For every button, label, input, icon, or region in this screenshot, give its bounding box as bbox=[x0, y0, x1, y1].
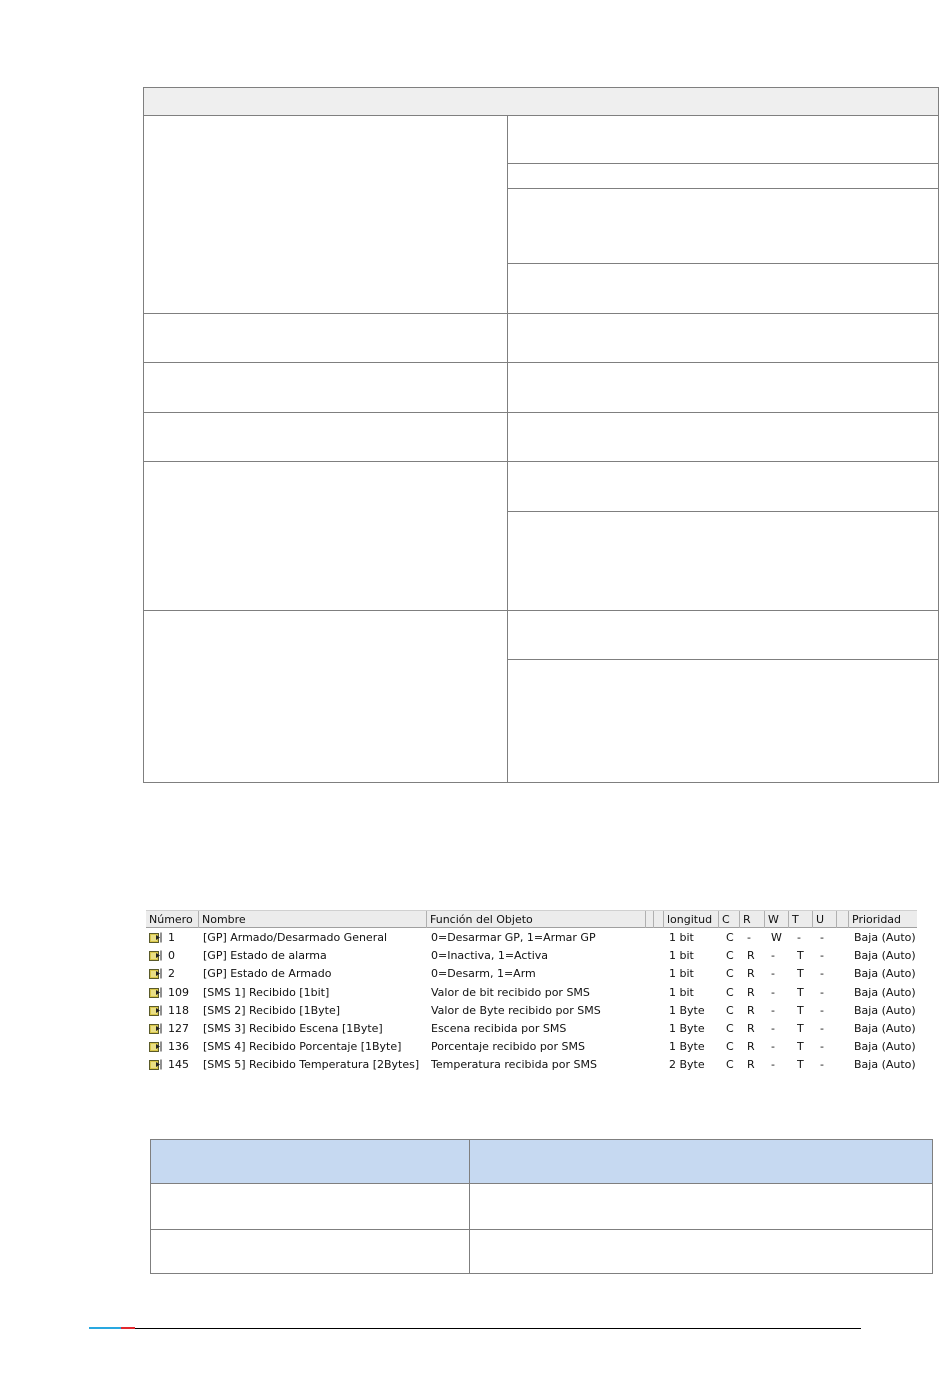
cell-u: - bbox=[820, 985, 824, 999]
cell-longitud: 1 bit bbox=[669, 949, 694, 963]
cell-nombre: [SMS 2] Recibido [1Byte] bbox=[203, 1003, 341, 1017]
cell-r: - bbox=[747, 931, 751, 944]
cell-c: C bbox=[726, 1040, 734, 1054]
row-divider bbox=[144, 412, 938, 413]
cell-numero: 118 bbox=[168, 1003, 189, 1017]
col-numero[interactable]: Número bbox=[146, 911, 199, 928]
cell-u: - bbox=[820, 1058, 824, 1072]
cell-prioridad: Baja (Auto) bbox=[854, 1040, 916, 1054]
col-u[interactable]: U bbox=[813, 911, 837, 928]
cell-nombre: [GP] Estado de Armado bbox=[203, 967, 332, 981]
object-icon bbox=[149, 950, 163, 961]
cell-w: - bbox=[771, 967, 775, 981]
cell-c: C bbox=[726, 1003, 734, 1017]
cell-prioridad: Baja (Auto) bbox=[854, 949, 916, 963]
footer-accent-cyan bbox=[89, 1327, 121, 1329]
cell-nombre: [GP] Armado/Desarmado General bbox=[203, 931, 388, 944]
cell-t: T bbox=[797, 1040, 804, 1054]
summary-table bbox=[150, 1139, 933, 1274]
col-w[interactable]: W bbox=[765, 911, 789, 928]
cell-longitud: 1 Byte bbox=[669, 1003, 705, 1017]
cell-w: - bbox=[771, 1003, 775, 1017]
cell-t: T bbox=[797, 1058, 804, 1072]
cell-numero: 145 bbox=[168, 1058, 189, 1072]
cell-c: C bbox=[726, 985, 734, 999]
cell-prioridad: Baja (Auto) bbox=[854, 1022, 916, 1035]
table-row[interactable] bbox=[146, 1020, 917, 1038]
cell-numero: 2 bbox=[168, 967, 175, 981]
cell-numero: 1 bbox=[168, 931, 175, 944]
table-row[interactable] bbox=[146, 1002, 917, 1020]
col-longitud[interactable]: longitud bbox=[664, 911, 719, 928]
cell-funcion: Escena recibida por SMS bbox=[431, 1022, 567, 1035]
cell-prioridad: Baja (Auto) bbox=[854, 1058, 916, 1072]
cell-u: - bbox=[820, 1003, 824, 1017]
table-row[interactable] bbox=[146, 947, 917, 965]
cell-longitud: 1 bit bbox=[669, 985, 694, 999]
col-r[interactable]: R bbox=[740, 911, 765, 928]
cell-r: R bbox=[747, 1022, 755, 1035]
summary-table-header bbox=[151, 1140, 932, 1184]
cell-nombre: [SMS 4] Recibido Porcentaje [1Byte] bbox=[203, 1040, 402, 1054]
cell-longitud: 1 bit bbox=[669, 931, 694, 944]
row-divider bbox=[144, 461, 938, 462]
row-divider bbox=[144, 362, 938, 363]
cell-u: - bbox=[820, 1040, 824, 1054]
cell-nombre: [SMS 1] Recibido [1bit] bbox=[203, 985, 330, 999]
footer-accent-red bbox=[121, 1327, 135, 1329]
cell-t: T bbox=[797, 949, 804, 963]
cell-funcion: Porcentaje recibido por SMS bbox=[431, 1040, 585, 1054]
cell-funcion: 0=Inactiva, 1=Activa bbox=[431, 949, 549, 963]
parameter-table-header bbox=[144, 88, 938, 116]
objects-table-header bbox=[146, 910, 917, 928]
cell-numero: 127 bbox=[168, 1022, 189, 1035]
object-icon bbox=[149, 1023, 163, 1034]
cell-w: W bbox=[771, 931, 782, 944]
cell-funcion: Valor de Byte recibido por SMS bbox=[431, 1003, 601, 1017]
cell-c: C bbox=[726, 1022, 734, 1035]
col-t[interactable]: T bbox=[789, 911, 813, 928]
cell-numero: 0 bbox=[168, 949, 175, 963]
cell-w: - bbox=[771, 985, 775, 999]
object-icon bbox=[149, 932, 163, 943]
cell-u: - bbox=[820, 949, 824, 963]
object-icon bbox=[149, 1059, 163, 1070]
cell-t: T bbox=[797, 1003, 804, 1017]
row-divider bbox=[144, 610, 938, 611]
col-empty-3[interactable] bbox=[837, 911, 849, 928]
col-empty-2[interactable] bbox=[654, 911, 664, 928]
cell-c: C bbox=[726, 967, 734, 981]
col-c[interactable]: C bbox=[719, 911, 740, 928]
cell-r: R bbox=[747, 967, 755, 981]
cell-numero: 136 bbox=[168, 1040, 189, 1054]
cell-u: - bbox=[820, 931, 824, 944]
cell-longitud: 1 Byte bbox=[669, 1022, 705, 1035]
cell-t: T bbox=[797, 1022, 804, 1035]
cell-w: - bbox=[771, 949, 775, 963]
cell-t: T bbox=[797, 967, 804, 981]
cell-longitud: 2 Byte bbox=[669, 1058, 705, 1072]
communication-objects-table bbox=[146, 910, 918, 1078]
table-row[interactable] bbox=[146, 1038, 917, 1056]
cell-nombre: [SMS 5] Recibido Temperatura [2Bytes] bbox=[203, 1058, 420, 1072]
cell-funcion: 0=Desarm, 1=Arm bbox=[431, 967, 536, 981]
cell-w: - bbox=[771, 1022, 775, 1035]
parameter-table bbox=[143, 87, 939, 783]
row-divider bbox=[508, 511, 938, 512]
parameter-table-column-divider bbox=[507, 116, 508, 782]
cell-funcion: Valor de bit recibido por SMS bbox=[431, 985, 590, 999]
cell-longitud: 1 Byte bbox=[669, 1040, 705, 1054]
row-divider bbox=[508, 659, 938, 660]
row-divider bbox=[508, 188, 938, 189]
cell-nombre: [GP] Estado de alarma bbox=[203, 949, 327, 963]
cell-r: R bbox=[747, 949, 755, 963]
row-divider bbox=[508, 263, 938, 264]
cell-r: R bbox=[747, 1040, 755, 1054]
cell-funcion: Temperatura recibida por SMS bbox=[431, 1058, 597, 1072]
col-funcion[interactable]: Función del Objeto bbox=[427, 911, 646, 928]
cell-w: - bbox=[771, 1040, 775, 1054]
row-divider bbox=[144, 313, 938, 314]
object-icon bbox=[149, 987, 163, 998]
summary-table-column-divider bbox=[469, 1140, 470, 1273]
table-row[interactable] bbox=[146, 965, 917, 983]
object-icon bbox=[149, 968, 163, 979]
row-divider bbox=[151, 1229, 932, 1230]
table-row[interactable] bbox=[146, 984, 917, 1002]
cell-t: T bbox=[797, 985, 804, 999]
cell-prioridad: Baja (Auto) bbox=[854, 931, 916, 944]
object-icon bbox=[149, 1041, 163, 1052]
table-row[interactable] bbox=[146, 929, 917, 947]
cell-u: - bbox=[820, 1022, 824, 1035]
col-empty-1[interactable] bbox=[646, 911, 654, 928]
cell-c: C bbox=[726, 949, 734, 963]
cell-c: C bbox=[726, 1058, 734, 1072]
cell-nombre: [SMS 3] Recibido Escena [1Byte] bbox=[203, 1022, 383, 1035]
cell-r: R bbox=[747, 1058, 755, 1072]
cell-funcion: 0=Desarmar GP, 1=Armar GP bbox=[431, 931, 596, 944]
col-prioridad[interactable]: Prioridad bbox=[852, 913, 902, 926]
cell-c: C bbox=[726, 931, 734, 944]
cell-t: - bbox=[797, 931, 801, 944]
cell-longitud: 1 bit bbox=[669, 967, 694, 981]
cell-u: - bbox=[820, 967, 824, 981]
object-icon bbox=[149, 1005, 163, 1016]
footer-accent bbox=[89, 1327, 135, 1329]
cell-r: R bbox=[747, 1003, 755, 1017]
footer-rule bbox=[89, 1328, 861, 1329]
cell-w: - bbox=[771, 1058, 775, 1072]
cell-prioridad: Baja (Auto) bbox=[854, 985, 916, 999]
table-row[interactable] bbox=[146, 1056, 917, 1074]
cell-numero: 109 bbox=[168, 985, 189, 999]
cell-prioridad: Baja (Auto) bbox=[854, 967, 916, 981]
col-nombre[interactable]: Nombre bbox=[199, 911, 427, 928]
row-divider bbox=[508, 163, 938, 164]
cell-prioridad: Baja (Auto) bbox=[854, 1003, 916, 1017]
cell-r: R bbox=[747, 985, 755, 999]
